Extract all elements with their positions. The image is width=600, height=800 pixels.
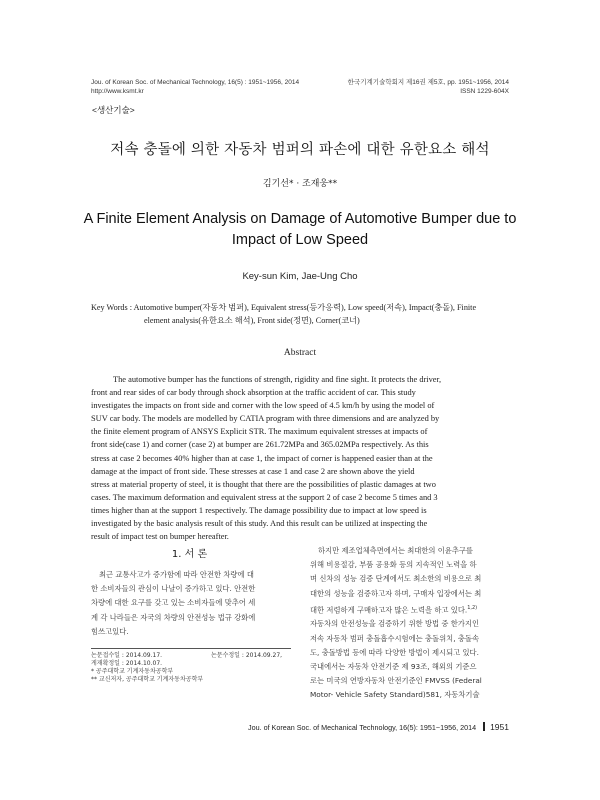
received-date: 논문접수일 : 2014.09.17. <box>91 652 163 659</box>
issn: ISSN 1229-604X <box>460 88 509 95</box>
category-label: <생산기술> <box>92 105 135 115</box>
footer-separator <box>483 722 485 731</box>
footnote-dates <box>91 652 291 660</box>
abstract-line: times higher than at the support 1 respectively. The damage possibility due to impact at low speed is <box>91 505 427 515</box>
abstract-line: investigated by the basic analysis result of this study. And this result can be utilized at inspecting the <box>91 519 428 529</box>
body-line: 계 각 나라들은 자국의 차량의 안전성능 법규 강화에 <box>91 612 256 622</box>
accepted-date: 게재확정일 : 2014.10.07. <box>91 660 163 667</box>
section-heading-introduction: 1. 서 론 <box>171 549 208 560</box>
abstract-line: stress at case 2 becomes 40% higher than at case 1, the impact of corner is happened easier than at the <box>91 453 433 463</box>
body-line: 한 소비자들의 관심이 나날이 증가하고 있다. 안전한 <box>91 584 256 594</box>
body-line: 자동차의 안전성능을 검증하기 위한 방법 중 한가지인 <box>310 619 479 629</box>
left-column-body <box>91 568 291 639</box>
journal-header-left <box>91 78 299 96</box>
body-line <box>310 601 510 618</box>
keywords <box>91 301 521 327</box>
body-line: 로는 미국의 연방자동차 안전기준인 FMVSS (Federal <box>310 676 482 686</box>
body-line: 위해 비용절감, 부품 공용화 등의 지속적인 노력을 하 <box>310 560 477 570</box>
abstract-line: front side(case 1) and corner (case 2) at bumper are 261.72MPa and 365.02MPa respectively. As this <box>91 440 429 450</box>
page-footer <box>248 722 509 732</box>
body-line: 힘쓰고있다. <box>91 626 129 636</box>
abstract-body <box>91 373 509 543</box>
journal-header-right <box>348 78 509 96</box>
footnote-author2: ** 교신저자, 공주대학교 기계자동차공학부 <box>91 676 204 683</box>
abstract-line: result of impact test on bumper hereafter. <box>91 532 229 542</box>
paper-title-kr: 저속 충돌에 의한 자동차 범퍼의 파손에 대한 유한요소 해석 <box>110 142 490 158</box>
abstract-line: cases. The maximum deformation and equivalent stress at the support 2 of case 2 become 5 times and 3 <box>91 492 438 502</box>
citation-superscript[interactable]: 1,2) <box>467 604 478 611</box>
body-line: 차량에 대한 요구를 갖고 있는 소비자들에 맞추어 세 <box>91 598 256 608</box>
abstract-line: damage at the impact of front side. These stresses at case 1 and case 2 are shown above the yield <box>91 466 415 476</box>
abstract-heading: Abstract <box>283 348 317 358</box>
body-line: 최근 교통사고가 증가함에 따라 안전한 차량에 대 <box>99 570 254 579</box>
authors-kr: 김기선* · 조재웅** <box>262 179 338 189</box>
keywords-line2: element analysis(유한요소 해석), Front side(정면), Corner(코너) <box>144 316 360 325</box>
body-line-text: 대한 저렴하게 구매하고자 많은 노력을 하고 있다. <box>310 605 468 615</box>
body-line: 하지만 제조업체측면에서는 최대한의 이윤추구를 <box>318 546 473 555</box>
revised-date: 논문수정일 : 2014.09.27, <box>211 652 283 659</box>
title-en-line2: Impact of Low Speed <box>231 232 369 248</box>
abstract-line: stress at material property of steel, it is thought that there are the possibilities of plastic damages at two <box>91 479 436 489</box>
footer-citation: Jou. of Korean Soc. of Mechanical Technology, 16(5): 1951~1956, 2014 <box>247 723 477 732</box>
paper-title-en <box>0 209 600 251</box>
abstract-line: SUV car body. The models are modelled by CATIA program with three dimensions and are analyzed by <box>91 414 440 424</box>
abstract-line: front and rear sides of car body through shock absorption at the traffic accident of car. This study <box>91 388 416 398</box>
journal-citation: Jou. of Korean Soc. of Mechanical Technology, 16(5) : 1951~1956, 2014 <box>91 79 300 86</box>
journal-citation-kr: 한국기계기술학회지 제16권 제5호, pp. 1951~1956, 2014 <box>347 79 509 86</box>
body-line: Motor- Vehicle Safety Standard)581, 자동차기술 <box>310 690 480 700</box>
authors-en: Key-sun Kim, Jae-Ung Cho <box>242 271 358 282</box>
footnotes <box>91 652 291 684</box>
page-number: 1951 <box>490 722 509 732</box>
body-line: 도, 충돌방법 등에 따라 다양한 방법이 제시되고 있다. <box>310 647 479 657</box>
journal-url[interactable]: http://www.ksmt.kr <box>91 88 144 95</box>
body-line: 며 신차의 성능 검증 단계에서도 최소한의 비용으로 최 <box>310 574 482 584</box>
keywords-line1: Key Words : Automotive bumper(자동차 범퍼), Equivalent stress(등가응력), Low speed(저속), Impact(충돌), Finite <box>91 303 477 312</box>
title-en-line1: A Finite Element Analysis on Damage of Automotive Bumper due to <box>83 211 517 227</box>
body-line: 대한의 성능을 검증하고자 하며, 구매자 입장에서는 최 <box>310 588 482 598</box>
footnote-rule <box>91 648 291 649</box>
abstract-line: investigates the impacts on front side and corner with the low speed of 4.5 km/h by using the model of <box>91 401 435 411</box>
body-line: 저속 자동차 범퍼 충돌흡수시험에는 충돌위치, 충돌속 <box>310 633 479 643</box>
right-column-body <box>310 544 510 703</box>
abstract-line: The automotive bumper has the functions of strength, rigidity and fine sight. It protects the driver, <box>113 375 442 384</box>
footnote-author1: * 공주대학교 기계자동차공학부 <box>91 668 174 675</box>
body-line: 국내에서는 자동차 안전기준 제 93조, 해외의 기준으 <box>310 662 477 672</box>
abstract-line: the finite element program of ANSYS Explicit STR. The maximum equivalent stresses at impacts of <box>91 427 428 437</box>
